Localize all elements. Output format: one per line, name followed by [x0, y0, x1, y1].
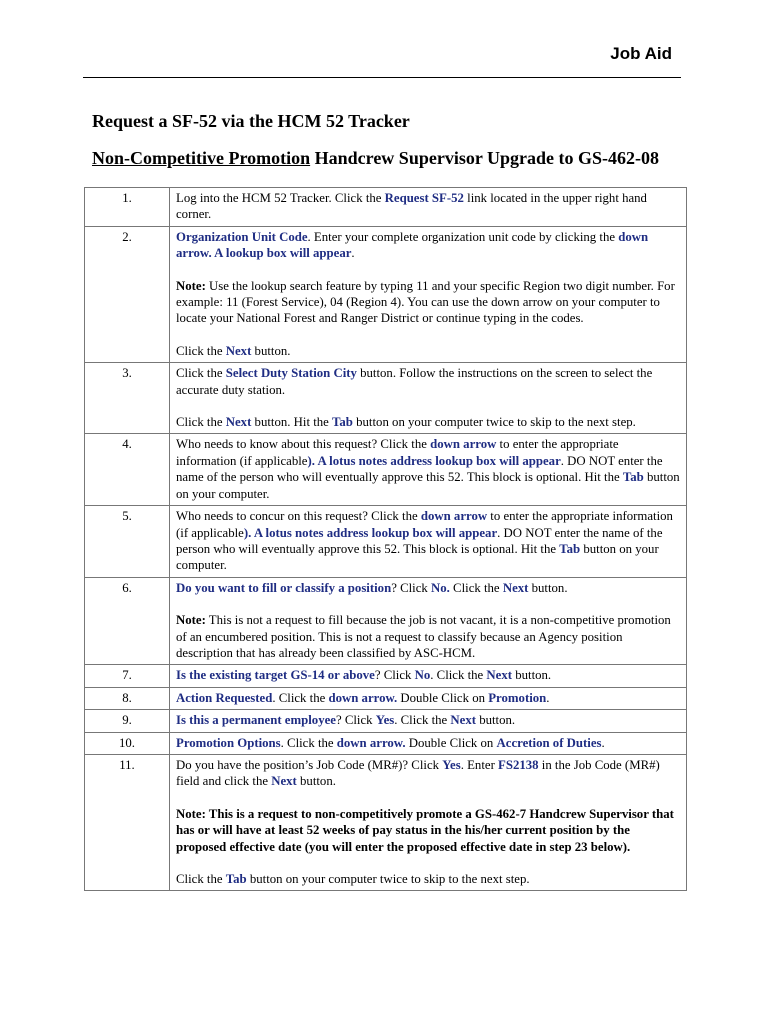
- step-text: Do you want to fill or classify a position? Click No. Click the Next button. Note: This is not a request to fill because the job is not vacant, it is a non-competitive promotion of an encumbered position. This is not a request to classify because an Agency position description that has already been classified by ASC-HCM.: [170, 577, 687, 665]
- step-text: Organization Unit Code. Enter your complete organization unit code by clicking the down arrow. A lookup box will appear. Note: Use the lookup search feature by typing 11 and your specific Region two digit number. For example: 11 (Forest Service), 04 (Region 4). You can use the down arrow on your computer to locate your National Forest and Ranger District or continue typing in the codes. Click the Next button.: [170, 226, 687, 362]
- job-aid-label: Job Aid: [610, 44, 672, 63]
- step-text: Who needs to know about this request? Click the down arrow to enter the appropriate information (if applicable). A lotus notes address lookup box will appear. DO NOT enter the name of the person who will eventually approve this 52. This block is optional. Hit the Tab button on your computer.: [170, 434, 687, 506]
- table-row: [85, 226, 687, 362]
- step-number: 8.: [85, 687, 170, 709]
- step-number: 9.: [85, 710, 170, 732]
- step-number: 6.: [85, 577, 170, 665]
- table-row: [85, 434, 687, 506]
- step-text: Log into the HCM 52 Tracker. Click the Request SF-52 link located in the upper right hand corner.: [170, 188, 687, 227]
- step-number: 4.: [85, 434, 170, 506]
- steps-table: [84, 187, 687, 891]
- step-number: 7.: [85, 665, 170, 687]
- page-title: Request a SF-52 via the HCM 52 Tracker: [92, 111, 410, 131]
- subtitle-underlined: Non-Competitive Promotion: [92, 148, 311, 168]
- step-number: 10.: [85, 732, 170, 754]
- step-number: 11.: [85, 754, 170, 890]
- table-row: [85, 687, 687, 709]
- table-row: [85, 665, 687, 687]
- table-row: [85, 732, 687, 754]
- step-text: Click the Select Duty Station City button. Follow the instructions on the screen to select the accurate duty station. Click the Next button. Hit the Tab button on your computer twice to skip to the next step.: [170, 363, 687, 434]
- step-11-note: Note: This is a request to non-competitively promote a GS-462-7 Handcrew Supervisor that has or will have at least 52 weeks of pay status in the his/her current position by the proposed effective date (you will enter the proposed effective date in step 23 below).: [176, 806, 674, 854]
- page-subtitle: [92, 148, 659, 169]
- step-number: 1.: [85, 188, 170, 227]
- table-row: [85, 188, 687, 227]
- table-row: [85, 754, 687, 890]
- table-row: [85, 710, 687, 732]
- step-number: 5.: [85, 506, 170, 578]
- step-number: 3.: [85, 363, 170, 434]
- step-text: Is the existing target GS-14 or above? Click No. Click the Next button.: [170, 665, 687, 687]
- header-rule: [83, 77, 681, 78]
- subtitle-rest: Handcrew Supervisor Upgrade to GS-462-08: [310, 148, 659, 168]
- step-text: Action Requested. Click the down arrow. Double Click on Promotion.: [170, 687, 687, 709]
- table-row: [85, 506, 687, 578]
- step-text: Do you have the position’s Job Code (MR#)? Click Yes. Enter FS2138 in the Job Code (MR#) field and click the Next button. Note: This is a request to non-competitively promote a GS-462-7 Handcrew Supervisor that has or will have at least 52 weeks of pay status in the his/her current position by the proposed effective date (you will enter the proposed effective date in step 23 below). Click the Tab button on your computer twice to skip to the next step.: [170, 754, 687, 890]
- request-sf52-link: Request SF-52: [384, 191, 464, 205]
- table-row: [85, 363, 687, 434]
- table-row: [85, 577, 687, 665]
- step-number: 2.: [85, 226, 170, 362]
- step-text: Is this a permanent employee? Click Yes. Click the Next button.: [170, 710, 687, 732]
- step-text: Promotion Options. Click the down arrow. Double Click on Accretion of Duties.: [170, 732, 687, 754]
- step-text: Who needs to concur on this request? Click the down arrow to enter the appropriate information (if applicable). A lotus notes address lookup box will appear. DO NOT enter the name of the person who will eventually approve this 52. This block is optional. Hit the Tab button on your computer.: [170, 506, 687, 578]
